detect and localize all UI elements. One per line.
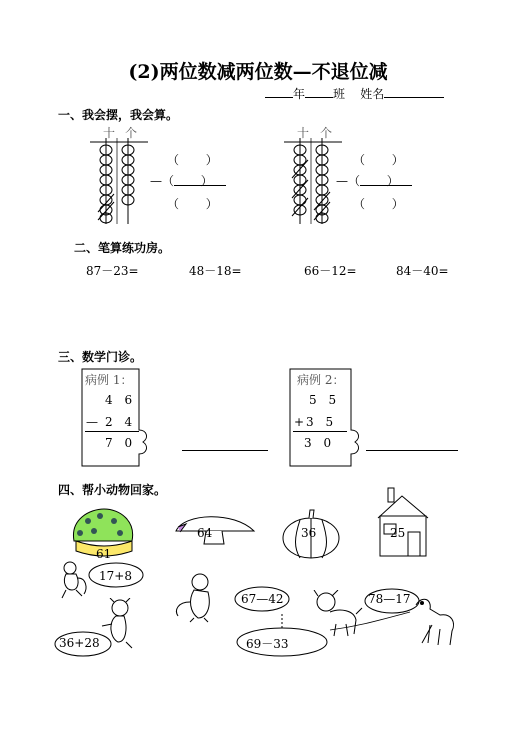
class-label: 班 (333, 87, 346, 101)
abacus-2 (284, 138, 344, 228)
mushroom-home-2-icon (174, 511, 256, 545)
abacus1-answer-2[interactable]: —（ ） (150, 174, 213, 188)
student-info-line (265, 85, 444, 102)
class-blank[interactable] (305, 87, 333, 98)
clinic-1-row2: 2 4 (105, 415, 137, 429)
problem-3: 66－12= (304, 264, 357, 278)
home-house-number: 25 (390, 526, 406, 540)
page-title: (2)两位数减两位数—不退位减 (128, 61, 388, 83)
section-2-heading: 二、笔算练功房。 (74, 241, 171, 255)
abacus2-answer-3[interactable]: （ ） (353, 197, 404, 211)
abacus2-answer-1[interactable]: （ ） (353, 153, 404, 167)
year-blank[interactable] (265, 87, 293, 98)
clinic-2-rule (293, 431, 347, 432)
section-1-heading: 一、我会摆，我会算。 (58, 108, 179, 122)
clinic-1-row1: 4 6 (105, 393, 137, 407)
problem-4: 84－40= (396, 264, 449, 278)
abacus2-line (360, 185, 412, 186)
clinic-1-op: — (86, 415, 98, 429)
monkey-icon (58, 560, 90, 600)
abacus1-answer-1[interactable]: （ ） (167, 153, 218, 167)
animal-2-expr: 67—42 (241, 592, 284, 606)
abacus1-answer-3[interactable]: （ ） (167, 197, 218, 211)
problem-2: 48－18= (189, 264, 242, 278)
clinic-1-label: 病例 1： (85, 373, 133, 387)
abacus-1 (90, 138, 150, 228)
year-label: 年 (293, 87, 306, 101)
animal-1-expr: 17+8 (99, 569, 132, 583)
problem-1: 87－23= (86, 264, 139, 278)
home-mushroom-number: 61 (96, 547, 112, 561)
monkey-2-icon (170, 572, 222, 624)
clinic-2-op: + (294, 415, 305, 429)
section-4-heading: 四、帮小动物回家。 (58, 483, 167, 497)
section-3-heading: 三、数学门诊。 (58, 350, 143, 364)
abacus1-one-label: 个 (125, 126, 138, 140)
abacus1-ten-label: 十 (103, 126, 116, 140)
animal-3-expr: 78—17 (368, 592, 411, 606)
clinic-2-answer-line[interactable] (366, 450, 458, 451)
abacus2-answer-2[interactable]: —（ ） (336, 174, 399, 188)
animal-4-expr: 36+28 (59, 636, 100, 650)
abacus1-line (174, 185, 226, 186)
house-home-icon (376, 484, 432, 560)
clinic-2-row2: 3 5 (306, 415, 338, 429)
clinic-2-label: 病例 2： (297, 373, 345, 387)
clinic-2-row1: 5 5 (309, 393, 341, 407)
clinic-1-rule (85, 431, 139, 432)
animal-5-expr: 69－33 (246, 637, 289, 651)
home-pumpkin-number: 36 (301, 526, 317, 540)
abacus2-one-label: 个 (320, 126, 333, 140)
name-label: 姓名 (360, 87, 385, 101)
connector-lines (280, 606, 420, 636)
abacus2-ten-label: 十 (297, 126, 310, 140)
name-blank[interactable] (384, 87, 444, 98)
home-mushroom-2-number: 64 (197, 526, 213, 540)
clinic-1-answer-line[interactable] (182, 450, 268, 451)
clinic-1-result: 7 0 (105, 436, 137, 450)
clinic-2-result: 3 0 (304, 436, 336, 450)
